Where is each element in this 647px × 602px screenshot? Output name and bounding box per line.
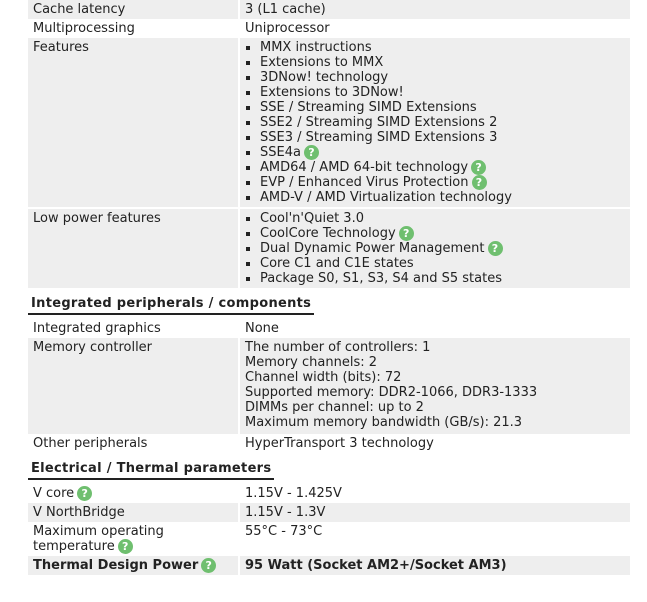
row-value [240,38,630,207]
section-integrated [28,288,630,319]
help-icon[interactable]: ? [488,241,503,256]
row-label: Low power features [28,209,238,288]
row-value: 1.15V - 1.425V [245,486,342,501]
row-multiprocessing [28,19,630,38]
row-value: HyperTransport 3 technology [245,436,434,451]
list-item: ▪ EVP / Enhanced Virus Protection ? [260,175,630,190]
list-item: ▪ SSE3 / Streaming SIMD Extensions 3 [260,130,630,145]
row-other-peripherals [28,434,630,453]
row-v-core [28,484,630,503]
help-icon[interactable]: ? [471,160,486,175]
row-value: 55°C - 73°C [245,524,323,539]
low-power-list [245,211,630,286]
help-icon[interactable]: ? [304,145,319,160]
row-label: V NorthBridge [28,503,238,522]
list-item: ▪ AMD-V / AMD Virtualization technology [260,190,630,205]
help-icon[interactable]: ? [118,539,133,554]
row-label: Other peripherals [33,436,148,451]
help-icon[interactable]: ? [472,175,487,190]
row-v-northbridge [28,503,630,522]
section-title: Integrated peripherals / components [28,296,314,315]
list-item: ▪ SSE2 / Streaming SIMD Extensions 2 [260,115,630,130]
row-value: 95 Watt (Socket AM2+/Socket AM3) [240,556,630,575]
memory-line: Memory channels: 2 [245,355,377,370]
list-item: ▪ AMD64 / AMD 64-bit technology ? [260,160,630,175]
list-item: ▪ SSE / Streaming SIMD Extensions [260,100,630,115]
list-item: ▪ CoolCore Technology ? [260,226,630,241]
row-value [240,338,630,434]
spec-table [28,0,630,575]
row-tdp [28,556,630,575]
row-integrated-graphics [28,319,630,338]
row-max-temperature [28,522,630,556]
help-icon[interactable]: ? [77,486,92,501]
list-item: ▪ Dual Dynamic Power Management ? [260,241,630,256]
list-item: ▪ Extensions to MMX [260,55,630,70]
help-icon[interactable]: ? [399,226,414,241]
memory-line: The number of controllers: 1 [245,340,431,355]
section-title: Electrical / Thermal parameters [28,461,274,480]
row-label: Integrated graphics [33,321,161,336]
row-value: 1.15V - 1.3V [240,503,630,522]
memory-line: Maximum memory bandwidth (GB/s): 21.3 [245,415,523,430]
list-item: ▪ SSE4a ? [260,145,630,160]
row-label: V core ? [28,484,238,503]
row-label: Multiprocessing [33,21,135,36]
list-item: ▪ Core C1 and C1E states [260,256,630,271]
list-item: ▪ MMX instructions [260,40,630,55]
list-item: ▪ Extensions to 3DNow! [260,85,630,100]
row-cache-latency [28,0,630,19]
row-value: None [245,321,279,336]
features-list [245,40,630,205]
row-label: Features [28,38,238,207]
section-electrical [28,453,630,484]
row-value: 3 (L1 cache) [240,0,630,19]
memory-line: Channel width (bits): 72 [245,370,402,385]
row-low-power [28,209,630,288]
memory-line: Supported memory: DDR2-1066, DDR3-1333 [245,385,538,400]
list-item: ▪ Package S0, S1, S3, S4 and S5 states [260,271,630,286]
memory-line: DIMMs per channel: up to 2 [245,400,424,415]
list-item: ▪ 3DNow! technology [260,70,630,85]
row-label: Maximum operating temperature ? [33,524,164,554]
row-memory-controller [28,338,630,434]
help-icon[interactable]: ? [201,558,216,573]
row-label: Thermal Design Power ? [28,556,238,575]
row-label: Memory controller [28,338,238,434]
row-value: Uniprocessor [245,21,330,36]
row-value [240,209,630,288]
row-label: Cache latency [28,0,238,19]
list-item: ▪ Cool'n'Quiet 3.0 [260,211,630,226]
row-features [28,38,630,207]
